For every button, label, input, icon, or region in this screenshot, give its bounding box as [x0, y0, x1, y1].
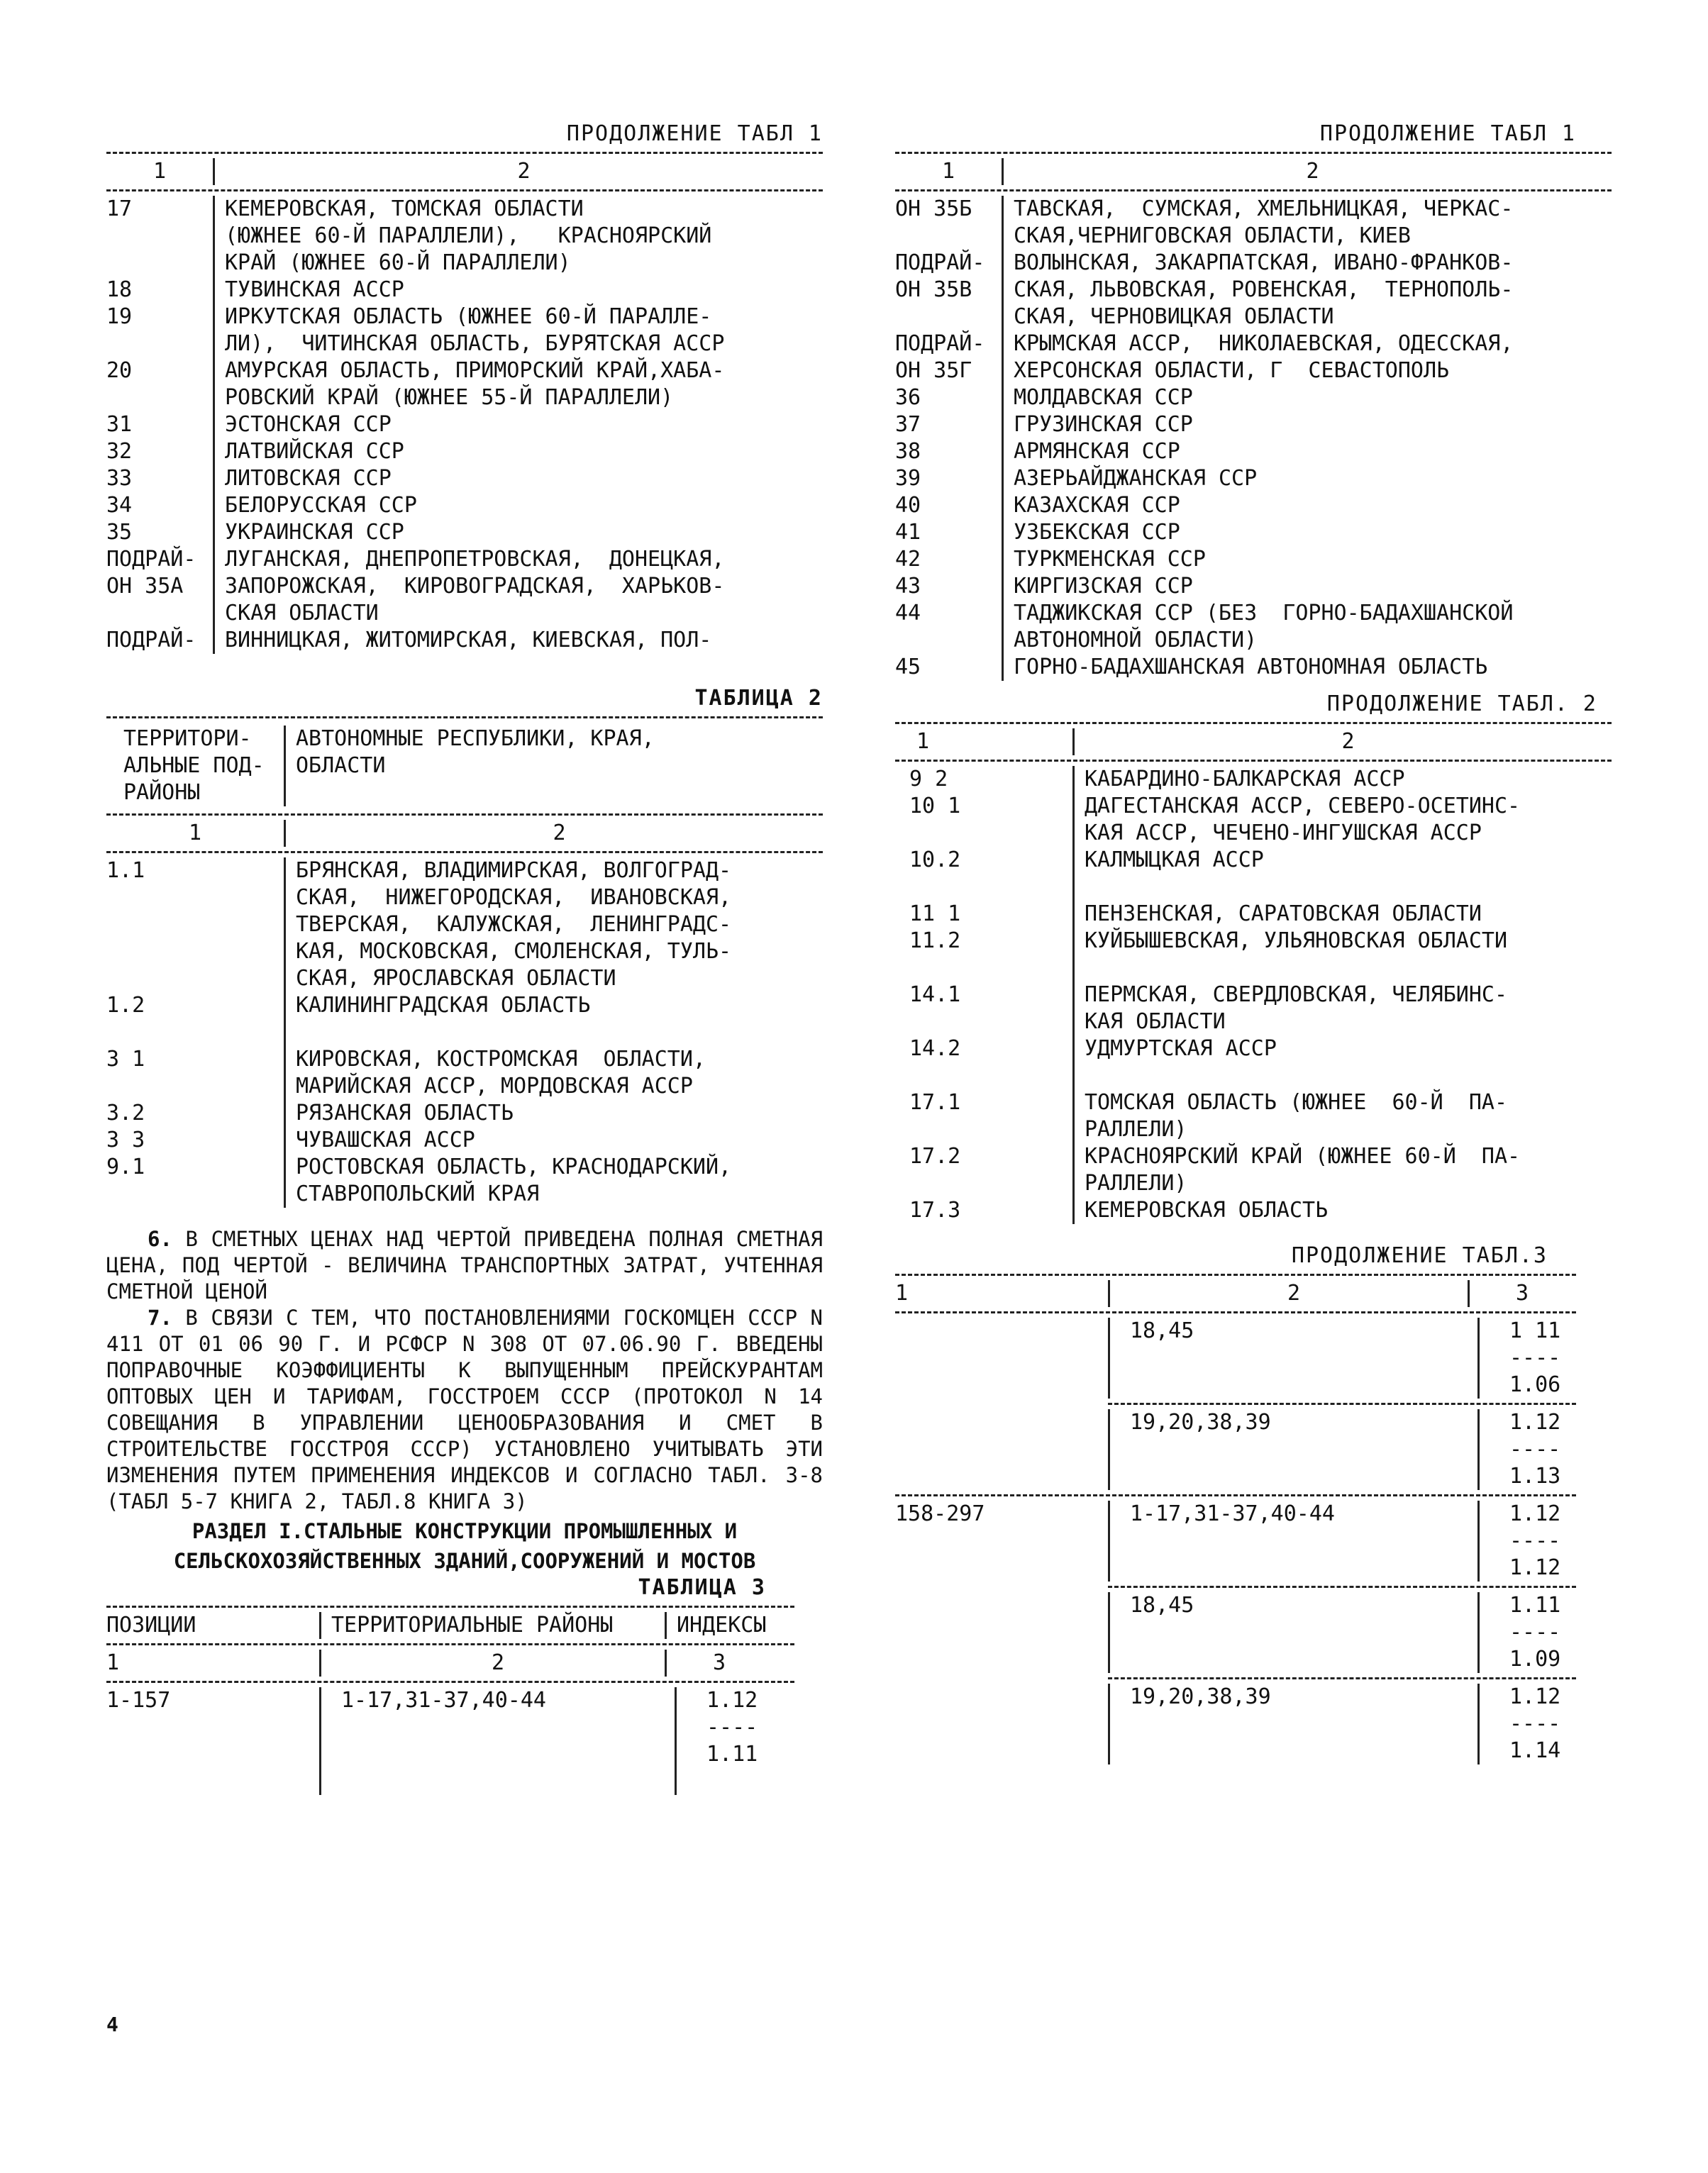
row-key: 17.1	[909, 1090, 961, 1115]
row-value-line: ПЕРМСКАЯ, СВЕРДЛОВСКАЯ, ЧЕЛЯБИНС-	[1085, 982, 1508, 1007]
table-row	[106, 357, 823, 411]
row-value-line: АРМЯНСКАЯ ССР	[1014, 439, 1180, 464]
col-header-1: 1	[916, 729, 930, 754]
col-header-1: 1	[188, 821, 202, 845]
col-header-1: 1	[895, 1281, 909, 1306]
table-row	[106, 1687, 794, 1795]
row-value-line: КЕМЕРОВСКАЯ, ТОМСКАЯ ОБЛАСТИ	[225, 196, 584, 221]
row-key: 9 2	[909, 767, 948, 791]
table3-cont-body	[895, 1318, 1576, 1764]
row-key: 9.1	[106, 1155, 145, 1179]
table-row	[895, 573, 1612, 600]
table1-body	[106, 196, 823, 654]
col-header-2: 2	[319, 1650, 665, 1677]
table3-header	[106, 1612, 794, 1639]
paragraph-6-number: 6.	[148, 1227, 172, 1251]
row-value-line: ЛАТВИЙСКАЯ ССР	[225, 439, 404, 464]
divider	[895, 760, 1612, 762]
row-value	[1002, 492, 1612, 519]
row-value-line: УДМУРТСКАЯ АССР	[1085, 1036, 1277, 1061]
index-bar: ----	[1509, 1345, 1561, 1370]
col-header-1: 1	[106, 1650, 120, 1675]
row-value-line: РОВСКИЙ КРАЙ (ЮЖНЕЕ 55-Й ПАРАЛЛЕЛИ)	[225, 385, 674, 410]
row-value-line: СКАЯ ОБЛАСТИ	[225, 601, 379, 626]
index-top: 1.12	[1509, 1410, 1561, 1435]
row-key: 17.3	[909, 1198, 961, 1223]
table-row	[895, 847, 1612, 901]
table-row	[895, 250, 1612, 330]
table3-num-header	[106, 1650, 794, 1677]
row-value	[213, 492, 823, 519]
page-number: 4	[106, 2013, 118, 2036]
row-value	[1002, 384, 1612, 411]
table-row	[106, 1100, 823, 1127]
divider	[1108, 1403, 1576, 1405]
row-regions: 19,20,38,39	[1108, 1684, 1477, 1764]
row-key: 40	[895, 493, 921, 518]
row-key: 36	[895, 385, 921, 410]
table2-header	[106, 726, 823, 806]
col-header-2: 2	[1072, 728, 1612, 755]
divider	[1108, 1586, 1576, 1588]
divider	[895, 189, 1612, 191]
col-header-3: 3	[1468, 1280, 1565, 1307]
row-value-line: ТУРКМЕНСКАЯ ССР	[1014, 547, 1206, 572]
divider	[106, 813, 823, 816]
index-bar: ----	[1509, 1437, 1561, 1462]
row-index	[1477, 1409, 1595, 1490]
divider	[106, 1606, 794, 1608]
divider	[895, 152, 1612, 154]
divider	[895, 1494, 1576, 1496]
table-row	[895, 384, 1612, 411]
row-value	[1002, 600, 1612, 654]
divider	[895, 722, 1612, 724]
row-value-line: АВТОНОМНОЙ ОБЛАСТИ)	[1014, 628, 1258, 652]
table-row	[106, 438, 823, 465]
divider	[1108, 1677, 1576, 1679]
index-bottom: 1.12	[1509, 1555, 1561, 1580]
row-value	[1002, 546, 1612, 573]
row-value	[1002, 519, 1612, 546]
row-value	[1002, 465, 1612, 492]
row-value-line: ЛИТОВСКАЯ ССР	[225, 466, 392, 491]
index-bar: ----	[1509, 1711, 1561, 1736]
index-bottom: 1.06	[1509, 1372, 1561, 1397]
header-indices: ИНДЕКСЫ	[665, 1612, 766, 1639]
col-header-2: 2	[1002, 158, 1612, 185]
row-key: 44	[895, 601, 921, 626]
section-title-line-1: РАЗДЕЛ I.СТАЛЬНЫЕ КОНСТРУКЦИИ ПРОМЫШЛЕННЫХ И	[192, 1519, 738, 1543]
row-value	[213, 546, 823, 627]
table-row	[895, 411, 1612, 438]
row-key: 17.2	[909, 1144, 961, 1169]
row-value-line: КАЛМЫЦКАЯ АССР	[1085, 847, 1264, 872]
row-key: 43	[895, 574, 921, 599]
row-key: 10 1	[909, 794, 961, 818]
row-value	[1002, 411, 1612, 438]
table-row	[106, 1046, 823, 1100]
row-value	[284, 992, 823, 1046]
row-value-line: ЧУВАШСКАЯ АССР	[296, 1128, 475, 1152]
row-value-line	[296, 1019, 823, 1046]
row-key: 38	[895, 439, 921, 464]
row-value-line: УКРАИНСКАЯ ССР	[225, 520, 404, 545]
row-value-line: ГРУЗИНСКАЯ ССР	[1014, 412, 1193, 437]
row-position	[895, 1592, 1108, 1673]
row-value-line: МАРИЙСКАЯ АССР, МОРДОВСКАЯ АССР	[296, 1074, 693, 1099]
table3-cont-caption: ПРОДОЛЖЕНИЕ ТАБЛ.3	[1291, 1243, 1548, 1268]
table-row	[106, 277, 823, 304]
row-value-line: КАЯ ОБЛАСТИ	[1085, 1009, 1226, 1034]
row-key: 1.1	[106, 858, 145, 883]
row-value	[1072, 901, 1612, 928]
row-key: ПОДРАЙ- ОН 35В	[895, 250, 985, 302]
row-value-line: СКАЯ, ЧЕРНОВИЦКАЯ ОБЛАСТИ	[1014, 304, 1334, 329]
row-key: 18	[106, 277, 133, 302]
row-key: ПОДРАЙ- ОН 35А	[106, 547, 196, 599]
index-bottom: 1.09	[1509, 1647, 1561, 1672]
table2-cont-header	[895, 728, 1612, 755]
row-value-line	[1085, 955, 1612, 982]
divider	[895, 1274, 1576, 1276]
table2-cont-body	[895, 766, 1612, 1224]
table-row	[895, 196, 1612, 250]
row-value-line: КАЗАХСКАЯ ССР	[1014, 493, 1180, 518]
table-row	[106, 546, 823, 627]
row-value	[284, 857, 823, 992]
row-key: 3 3	[106, 1128, 145, 1152]
row-value-line: СКАЯ, НИЖЕГОРОДСКАЯ, ИВАНОВСКАЯ,	[296, 885, 732, 910]
row-value	[213, 277, 823, 304]
table2-num-header	[106, 820, 823, 847]
row-value-line: (ЮЖНЕЕ 60-Й ПАРАЛЛЕЛИ), КРАСНОЯРСКИЙ	[225, 223, 712, 248]
table-row	[895, 793, 1612, 847]
row-value-line: КУЙБЫШЕВСКАЯ, УЛЬЯНОВСКАЯ ОБЛАСТИ	[1085, 928, 1508, 953]
col-header-1: 1	[152, 159, 167, 184]
table3-cont-header	[895, 1280, 1576, 1307]
row-key: 14.1	[909, 982, 961, 1007]
row-value	[1072, 847, 1612, 901]
divider	[106, 1681, 794, 1683]
row-value	[284, 1046, 823, 1100]
row-value	[1002, 654, 1612, 681]
row-value-line: РАЛЛЕЛИ)	[1085, 1171, 1187, 1196]
row-key: 1.2	[106, 993, 145, 1018]
row-key: 10.2	[909, 847, 961, 872]
row-value	[213, 411, 823, 438]
table-row	[106, 196, 823, 277]
table-row	[895, 1684, 1576, 1764]
row-index	[1477, 1318, 1595, 1399]
row-key: ПОДРАЙ-	[106, 628, 196, 652]
table-row	[895, 465, 1612, 492]
row-value-line: ИРКУТСКАЯ ОБЛАСТЬ (ЮЖНЕЕ 60-Й ПАРАЛЛЕ-	[225, 304, 712, 329]
row-index	[1477, 1501, 1595, 1582]
row-value	[213, 519, 823, 546]
row-key: 20	[106, 358, 133, 383]
table-row	[895, 438, 1612, 465]
table-row	[895, 492, 1612, 519]
index-top: 1.12	[706, 1688, 758, 1713]
row-value	[213, 304, 823, 357]
row-key: 33	[106, 466, 133, 491]
row-value-line: РЯЗАНСКАЯ ОБЛАСТЬ	[296, 1101, 514, 1126]
row-key: 19	[106, 304, 133, 329]
table3	[106, 1606, 794, 1795]
row-value-line: ВИННИЦКАЯ, ЖИТОМИРСКАЯ, КИЕВСКАЯ, ПОЛ-	[225, 628, 712, 652]
col-header-2: 2	[284, 820, 823, 847]
row-value	[1002, 573, 1612, 600]
row-value-line	[1085, 874, 1612, 901]
table-row	[895, 1197, 1612, 1224]
row-value	[1072, 1035, 1612, 1089]
table-row	[106, 627, 823, 654]
row-value	[1072, 1143, 1612, 1197]
row-index	[1477, 1684, 1595, 1764]
table1-header	[106, 158, 823, 185]
row-value-line: КРАЙ (ЮЖНЕЕ 60-Й ПАРАЛЛЕЛИ)	[225, 250, 571, 275]
table-row	[895, 982, 1612, 1035]
row-value-line: ТАВСКАЯ, СУМСКАЯ, ХМЕЛЬНИЦКАЯ, ЧЕРКАС-	[1014, 196, 1514, 221]
row-value-line: КРАСНОЯРСКИЙ КРАЙ (ЮЖНЕЕ 60-Й ПА-	[1085, 1144, 1521, 1169]
row-value-line: МОЛДАВСКАЯ ССР	[1014, 385, 1193, 410]
row-value-line: РОСТОВСКАЯ ОБЛАСТЬ, КРАСНОДАРСКИЙ,	[296, 1155, 732, 1179]
row-value-line: СКАЯ, ЯРОСЛАВСКАЯ ОБЛАСТИ	[296, 966, 616, 991]
row-value	[1072, 793, 1612, 847]
row-value	[213, 438, 823, 465]
row-key: 17	[106, 196, 133, 221]
header-territorial-regions: ТЕРРИТОРИАЛЬНЫЕ РАЙОНЫ	[319, 1612, 665, 1639]
table-row	[895, 1592, 1576, 1673]
row-key: 39	[895, 466, 921, 491]
divider	[895, 1311, 1576, 1313]
table2-body	[106, 857, 823, 1208]
index-top: 1 11	[1509, 1318, 1561, 1343]
row-value-line: РАЛЛЕЛИ)	[1085, 1117, 1187, 1142]
row-key: 14.2	[909, 1036, 961, 1061]
row-value-line: ЗАПОРОЖСКАЯ, КИРОВОГРАДСКАЯ, ХАРЬКОВ-	[225, 574, 725, 599]
table-row	[106, 465, 823, 492]
divider	[106, 152, 823, 154]
row-value	[1002, 196, 1612, 250]
row-value	[1072, 766, 1612, 793]
row-value	[1072, 928, 1612, 982]
row-value-line: КИРОВСКАЯ, КОСТРОМСКАЯ ОБЛАСТИ,	[296, 1047, 706, 1072]
table-row	[895, 1501, 1576, 1582]
table-row	[106, 519, 823, 546]
row-value-line: КИРГИЗСКАЯ ССР	[1014, 574, 1193, 599]
row-value-line: ЛУГАНСКАЯ, ДНЕПРОПЕТРОВСКАЯ, ДОНЕЦКАЯ,	[225, 547, 725, 572]
row-value-line: ВОЛЫНСКАЯ, ЗАКАРПАТСКАЯ, ИВАНО-ФРАНКОВ-	[1014, 250, 1514, 275]
divider	[106, 851, 823, 853]
paragraph-6	[106, 1226, 823, 1305]
row-value	[1072, 982, 1612, 1035]
row-regions: 1-17,31-37,40-44	[1108, 1501, 1477, 1582]
row-value-line: СТАВРОПОЛЬСКИЙ КРАЯ	[296, 1182, 540, 1206]
row-regions: 19,20,38,39	[1108, 1409, 1477, 1490]
row-position: 158-297	[895, 1501, 985, 1526]
row-value-line: ТВЕРСКАЯ, КАЛУЖСКАЯ, ЛЕНИНГРАДС-	[296, 912, 732, 937]
row-value	[1002, 438, 1612, 465]
row-position: 1-157	[106, 1688, 171, 1713]
header-territorial-subregions: ТЕРРИТОРИ- АЛЬНЫЕ ПОД- РАЙОНЫ	[123, 726, 265, 805]
table-row	[895, 519, 1612, 546]
header-positions: ПОЗИЦИИ	[106, 1613, 196, 1638]
row-value-line: ПЕНЗЕНСКАЯ, САРАТОВСКАЯ ОБЛАСТИ	[1085, 901, 1482, 926]
row-key: 37	[895, 412, 921, 437]
row-key: 11.2	[909, 928, 961, 953]
row-index	[1477, 1592, 1595, 1673]
index-bottom: 1.14	[1509, 1738, 1561, 1763]
row-value-line: АМУРСКАЯ ОБЛАСТЬ, ПРИМОРСКИЙ КРАЙ,ХАБА-	[225, 358, 725, 383]
row-value-line: ТОМСКАЯ ОБЛАСТЬ (ЮЖНЕЕ 60-Й ПА-	[1085, 1090, 1508, 1115]
table-row	[895, 546, 1612, 573]
divider	[106, 716, 823, 718]
row-position	[895, 1684, 1108, 1764]
row-value-line: ЛИ), ЧИТИНСКАЯ ОБЛАСТЬ, БУРЯТСКАЯ АССР	[225, 331, 725, 356]
table-row	[106, 992, 823, 1046]
table2-cont-caption: ПРОДОЛЖЕНИЕ ТАБЛ. 2	[1326, 691, 1597, 716]
table-row	[895, 766, 1612, 793]
row-value	[213, 465, 823, 492]
table-row	[895, 654, 1612, 681]
table1-caption: ПРОДОЛЖЕНИЕ ТАБЛ 1	[566, 121, 823, 146]
paragraph-6-text: В СМЕТНЫХ ЦЕНАХ НАД ЧЕРТОЙ ПРИВЕДЕНА ПОЛНАЯ СМЕТНАЯ ЦЕНА, ПОД ЧЕРТОЙ - ВЕЛИЧИНА ТРАНСПОРТНЫХ ЗАТРАТ, УЧТЕННАЯ СМЕТНОЙ ЦЕНОЙ	[106, 1227, 823, 1304]
row-regions: 18,45	[1108, 1592, 1477, 1673]
row-value-line: ГОРНО-БАДАХШАНСКАЯ АВТОНОМНАЯ ОБЛАСТЬ	[1014, 655, 1488, 679]
row-value-line: АЗЕРЬАЙДЖАНСКАЯ ССР	[1014, 466, 1258, 491]
row-position	[895, 1409, 1108, 1490]
table-row	[895, 901, 1612, 928]
left-column	[106, 121, 823, 1795]
row-value-line: БРЯНСКАЯ, ВЛАДИМИРСКАЯ, ВОЛГОГРАД-	[296, 858, 732, 883]
row-value-line: ДАГЕСТАНСКАЯ АССР, СЕВЕРО-ОСЕТИНС-	[1085, 794, 1521, 818]
index-bar: ----	[706, 1715, 758, 1740]
row-value	[213, 196, 823, 277]
table-row	[106, 1154, 823, 1208]
row-value-line: СКАЯ, ЛЬВОВСКАЯ, РОВЕНСКАЯ, ТЕРНОПОЛЬ-	[1014, 277, 1514, 302]
col-header-1: 1	[941, 159, 955, 184]
index-top: 1.12	[1509, 1684, 1561, 1709]
table1-cont-caption: ПРОДОЛЖЕНИЕ ТАБЛ 1	[1319, 121, 1576, 146]
table-row	[895, 1089, 1612, 1143]
paragraph-7-text: В СВЯЗИ С ТЕМ, ЧТО ПОСТАНОВЛЕНИЯМИ ГОСКОМЦЕН СССР N 411 ОТ 01 06 90 Г. И РСФСР N 308 ОТ 07.06.90 Г. ВВЕДЕНЫ ПОПРАВОЧНЫЕ КОЭФФИЦИЕНТЫ К ВЫПУЩЕННЫМ ПРЕЙСКУРАНТАМ ОПТОВЫХ ЦЕН И ТАРИФАМ, ГОССТРОЕМ СССР (ПРОТОКОЛ N 14 СОВЕЩАНИЯ В УПРАВЛЕНИИ ЦЕНООБРАЗОВАНИЯ И СМЕТ В СТРОИТЕЛЬСТВЕ ГОССТРОЯ СССР) УСТАНОВЛЕНО УЧИТЫВАТЬ ЭТИ ИЗМЕНЕНИЯ ПУТЕМ ПРИМЕНЕНИЯ ИНДЕКСОВ И СОГЛАСНО ТАБЛ. 3-8 (ТАБЛ 5-7 КНИГА 2, ТАБЛ.8 КНИГА 3)	[106, 1306, 823, 1513]
table1-cont-body	[895, 196, 1612, 681]
table-row	[895, 1409, 1576, 1490]
divider	[106, 189, 823, 191]
row-key: 45	[895, 655, 921, 679]
table-row	[895, 928, 1612, 982]
row-key: 11 1	[909, 901, 961, 926]
table-row	[895, 330, 1612, 384]
row-regions: 18,45	[1108, 1318, 1477, 1399]
row-value-line: КАЯ, МОСКОВСКАЯ, СМОЛЕНСКАЯ, ТУЛЬ-	[296, 939, 732, 964]
row-value	[1072, 1197, 1612, 1224]
table-row	[106, 857, 823, 992]
row-value	[1002, 250, 1612, 330]
row-value	[284, 1100, 823, 1127]
index-top: 1.12	[1509, 1501, 1561, 1526]
row-key: ПОДРАЙ- ОН 35Г	[895, 331, 985, 383]
table-row	[895, 1035, 1612, 1089]
row-value-line: ЭСТОНСКАЯ ССР	[225, 412, 392, 437]
row-index	[675, 1687, 792, 1795]
row-key: 34	[106, 493, 133, 518]
row-regions: 1-17,31-37,40-44	[319, 1687, 675, 1795]
index-bar: ----	[1509, 1620, 1561, 1645]
table-row	[895, 600, 1612, 654]
row-value-line	[1085, 1062, 1612, 1089]
row-key: 42	[895, 547, 921, 572]
table-row	[106, 411, 823, 438]
col-header-2: 2	[213, 158, 823, 185]
row-key: 3 1	[106, 1047, 145, 1072]
header-autonomous-republics: АВТОНОМНЫЕ РЕСПУБЛИКИ, КРАЯ, ОБЛАСТИ	[284, 726, 823, 806]
row-key: ОН 35Б	[895, 196, 972, 221]
row-value-line: ТУВИНСКАЯ АССР	[225, 277, 404, 302]
row-value-line: ХЕРСОНСКАЯ ОБЛАСТИ, Г СЕВАСТОПОЛЬ	[1014, 358, 1450, 383]
right-column	[895, 121, 1612, 1764]
table-row	[106, 1127, 823, 1154]
row-value-line: КРЫМСКАЯ АССР, НИКОЛАЕВСКАЯ, ОДЕССКАЯ,	[1014, 331, 1514, 356]
row-value-line: КАЛИНИНГРАДСКАЯ ОБЛАСТЬ	[296, 993, 591, 1018]
table-row	[106, 304, 823, 357]
row-value	[284, 1127, 823, 1154]
row-value-line: БЕЛОРУССКАЯ ССР	[225, 493, 417, 518]
index-top: 1.11	[1509, 1593, 1561, 1618]
table1-cont-header	[895, 158, 1612, 185]
index-bottom: 1.13	[1509, 1464, 1561, 1489]
row-value-line: УЗБЕКСКАЯ ССР	[1014, 520, 1180, 545]
col-header-3: 3	[665, 1650, 762, 1677]
row-key: 3.2	[106, 1101, 145, 1126]
table3-caption: ТАБЛИЦА 3	[638, 1575, 766, 1600]
table-row	[895, 1318, 1576, 1399]
row-position	[895, 1318, 1108, 1399]
row-key: 41	[895, 520, 921, 545]
table-row	[895, 1143, 1612, 1197]
row-value	[1002, 330, 1612, 384]
row-value	[213, 627, 823, 654]
paragraph-7	[106, 1305, 823, 1515]
table2-caption: ТАБЛИЦА 2	[694, 686, 823, 711]
section-title-line-2: СЕЛЬСКОХОЗЯЙСТВЕННЫХ ЗДАНИЙ,СООРУЖЕНИЙ И МОСТОВ	[173, 1549, 756, 1573]
row-value-line: КАБАРДИНО-БАЛКАРСКАЯ АССР	[1085, 767, 1405, 791]
row-value-line: КАЯ АССР, ЧЕЧЕНО-ИНГУШСКАЯ АССР	[1085, 821, 1482, 845]
row-key: 31	[106, 412, 133, 437]
table3-cont	[895, 1274, 1576, 1764]
row-value-line: КЕМЕРОВСКАЯ ОБЛАСТЬ	[1085, 1198, 1329, 1223]
row-value	[213, 357, 823, 411]
divider	[106, 1643, 794, 1645]
paragraph-7-number: 7.	[148, 1306, 172, 1330]
row-value-line: СКАЯ,ЧЕРНИГОВСКАЯ ОБЛАСТИ, КИЕВ	[1014, 223, 1411, 248]
row-value	[284, 1154, 823, 1208]
index-bar: ----	[1509, 1528, 1561, 1553]
index-bottom: 1.11	[706, 1742, 758, 1767]
table-row	[106, 492, 823, 519]
row-key: 35	[106, 520, 133, 545]
row-value	[1072, 1089, 1612, 1143]
row-key: 32	[106, 439, 133, 464]
col-header-2: 2	[1108, 1280, 1468, 1307]
row-value-line: ТАДЖИКСКАЯ ССР (БЕЗ ГОРНО-БАДАХШАНСКОЙ	[1014, 601, 1514, 626]
